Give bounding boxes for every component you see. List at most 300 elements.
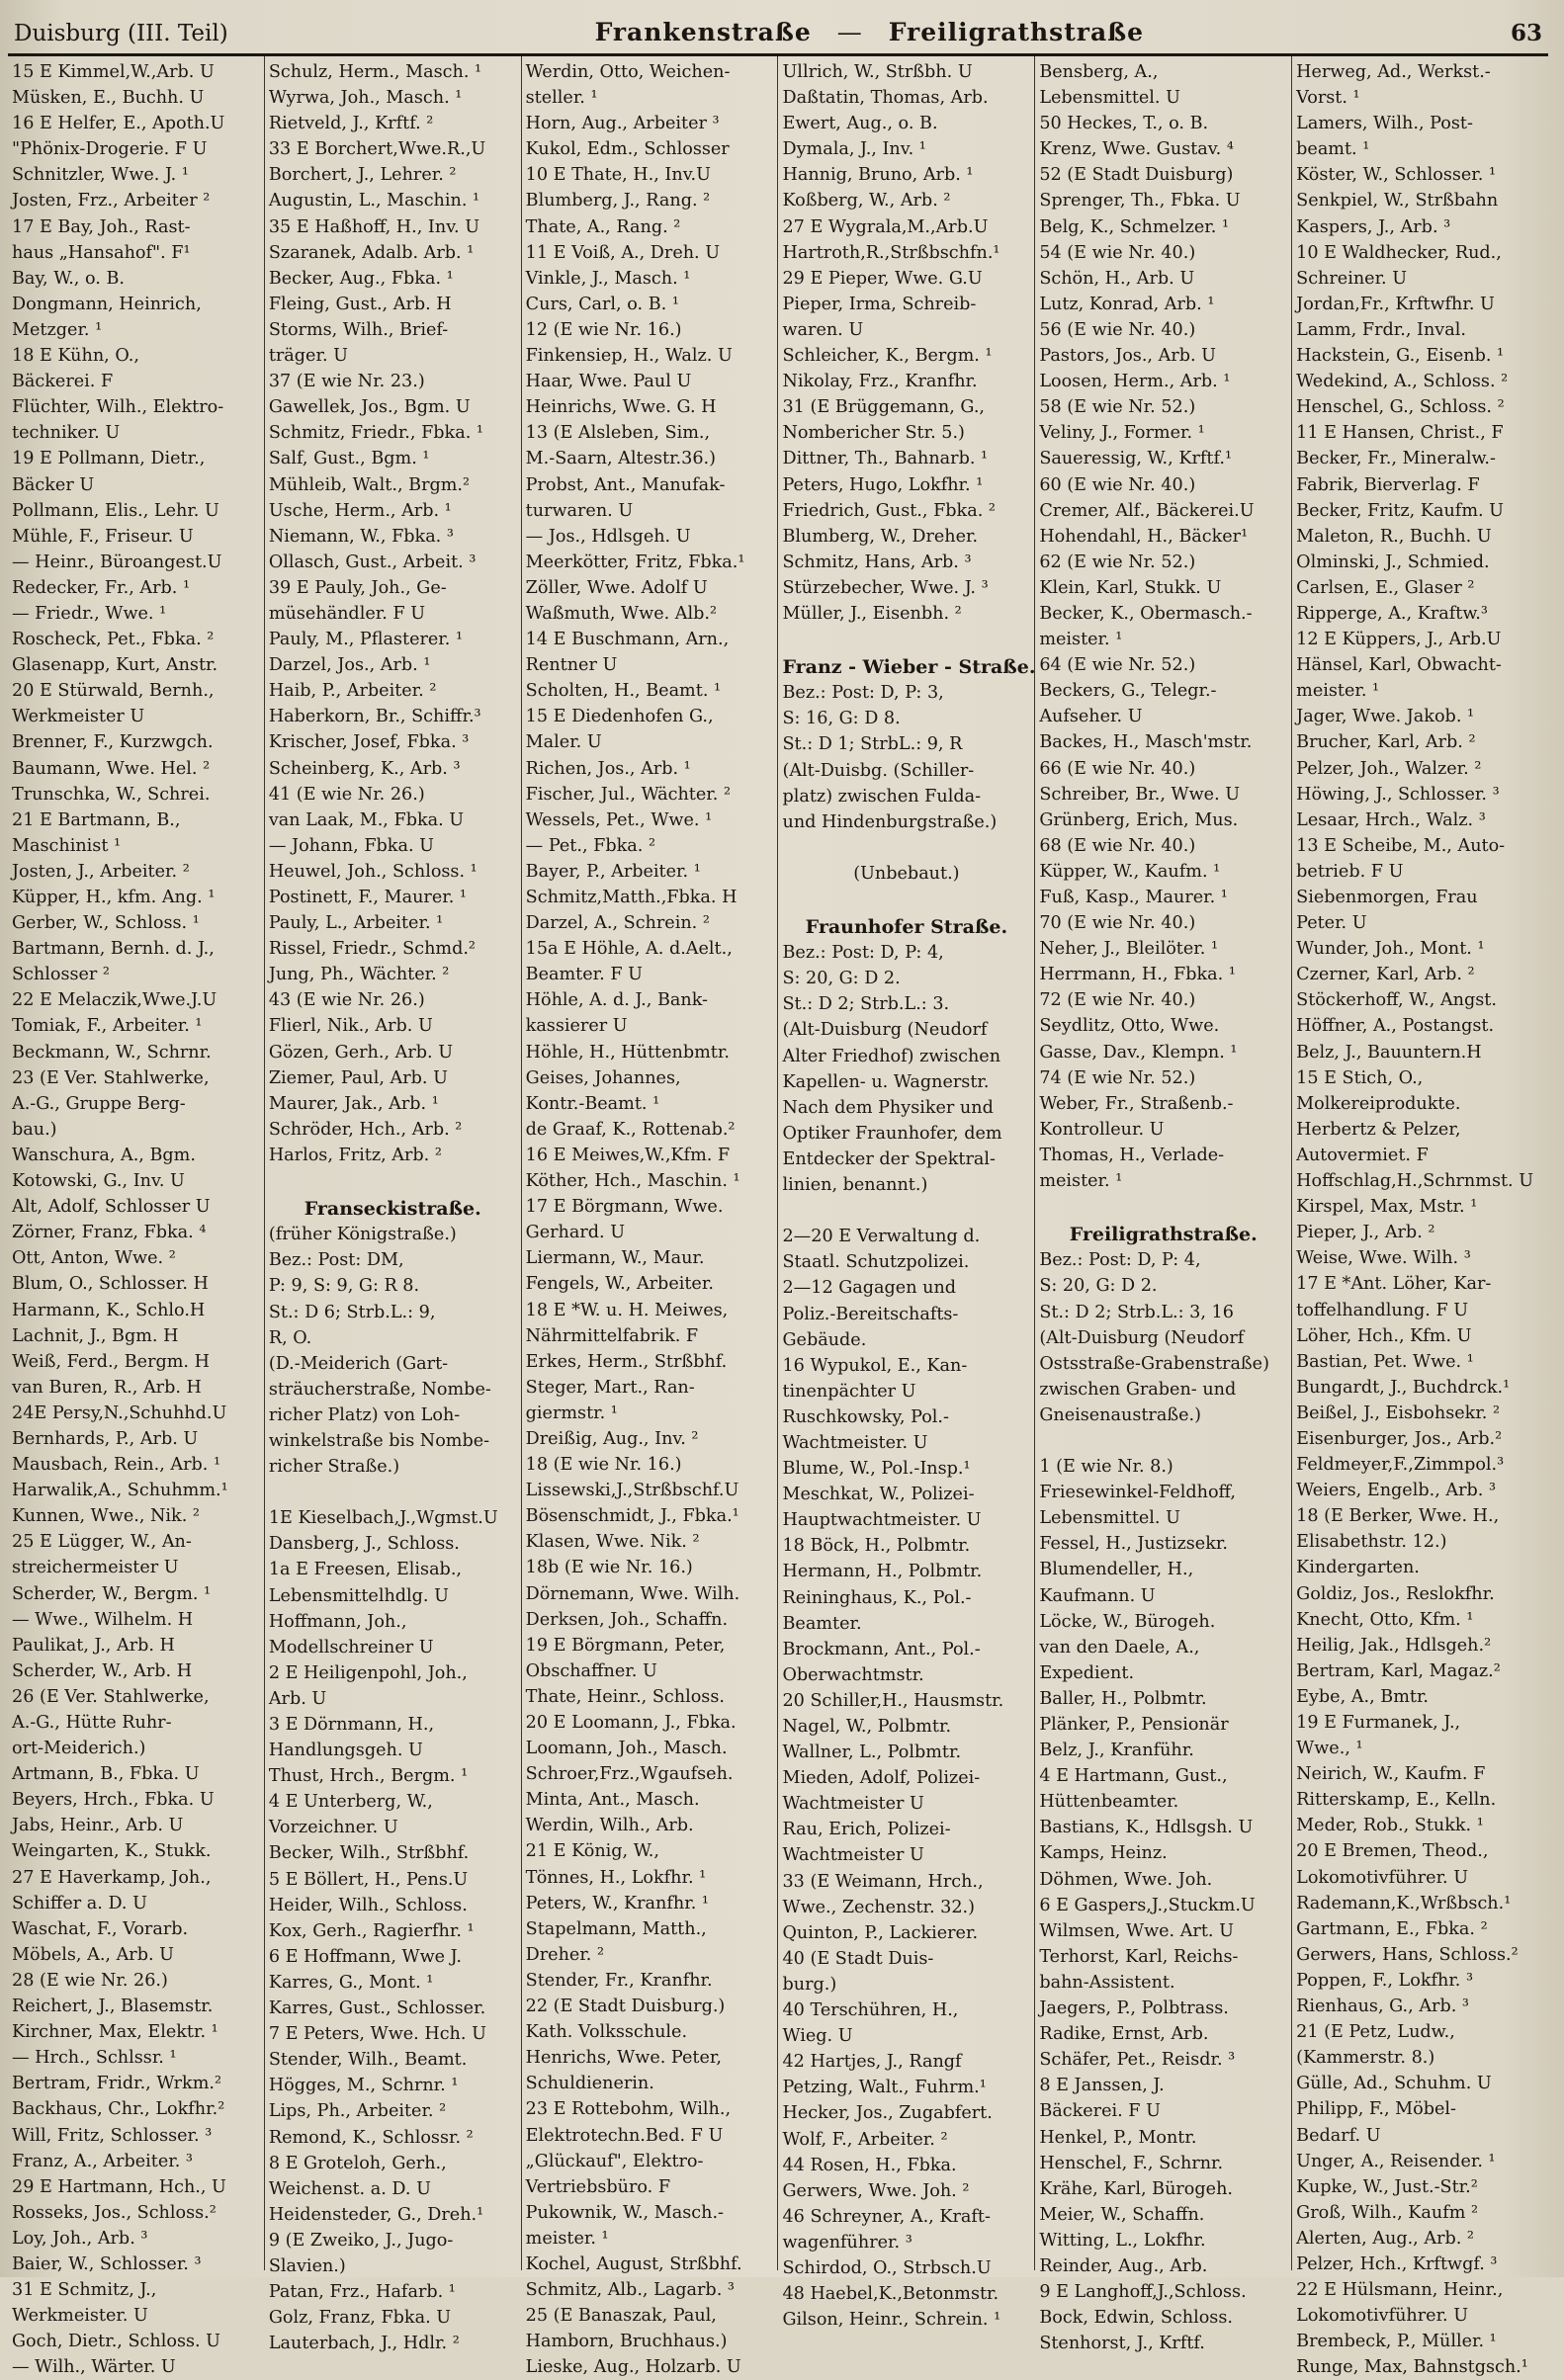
directory-line: Schuldienerin. <box>525 2074 654 2094</box>
directory-line: träger. U <box>268 346 348 367</box>
directory-line: Lamm, Frdr., Inval. <box>1296 319 1466 340</box>
directory-line: Weise, Wwe. Wilh. ³ <box>1296 1248 1471 1269</box>
directory-line: Pukownik, W., Masch.- <box>525 2202 724 2223</box>
directory-line: Belg, K., Schmelzer. ¹ <box>1039 216 1230 237</box>
directory-line: 46 Schreyner, A., Kraft- <box>782 2206 991 2227</box>
directory-line: Friedrich, Gust., Fbka. ² <box>782 500 996 521</box>
directory-line: giermstr. ¹ <box>525 1402 618 1423</box>
directory-line: 56 (E wie Nr. 40.) <box>1039 319 1196 340</box>
directory-line: 5 E Böllert, H., Pens.U <box>268 1869 469 1890</box>
directory-line: wagenführer. ³ <box>782 2232 912 2252</box>
directory-line: Paulikat, J., Arb. H <box>12 1635 175 1656</box>
directory-line: Werdin, Wilh., Arb. <box>525 1816 694 1836</box>
directory-line: Dansberg, J., Schloss. <box>268 1534 460 1555</box>
directory-line: Hamborn, Bruchhaus.) <box>525 2332 728 2352</box>
directory-line: Bez.: Post: D, P: 4, <box>782 943 944 964</box>
directory-line: Krähe, Karl, Bürogeh. <box>1039 2178 1234 2199</box>
directory-line: 23 (E Ver. Stahlwerke, <box>12 1067 210 1088</box>
directory-line: 21 E Bartmann, B., <box>12 809 181 830</box>
directory-line: Weber, Fr., Straßenb.- <box>1039 1093 1234 1114</box>
directory-line: Kaspers, J., Arb. ³ <box>1296 216 1451 237</box>
directory-line: Bertram, Karl, Magaz.² <box>1296 1660 1501 1681</box>
directory-line: Kukol, Edm., Schlosser <box>525 139 730 160</box>
directory-line: Dymala, J., Inv. ¹ <box>782 139 926 160</box>
directory-line: Staatl. Schutzpolizei. <box>782 1252 970 1273</box>
directory-line: Daßtatin, Thomas, Arb. <box>782 88 989 109</box>
directory-line: Steger, Mart., Ran- <box>525 1377 695 1398</box>
directory-line: Becker, Fr., Mineralw.- <box>1296 449 1496 469</box>
directory-line: Czerner, Karl, Arb. ² <box>1296 965 1475 985</box>
directory-line: S: 20, G: D 2. <box>1039 1276 1158 1297</box>
directory-line: Gebäude. <box>782 1329 867 1350</box>
directory-line: betrieb. F U <box>1296 861 1404 882</box>
directory-line: Gerber, W., Schloss. ¹ <box>12 913 200 934</box>
directory-line: Köster, W., Schlosser. ¹ <box>1296 165 1497 186</box>
directory-line: — Pet., Fbka. ² <box>525 835 656 856</box>
directory-line: — Johann, Fbka. U <box>268 835 434 856</box>
directory-line: Tomiak, F., Arbeiter. ¹ <box>12 1016 203 1037</box>
directory-line: Plänker, P., Pensionär <box>1039 1715 1229 1735</box>
directory-line: Quinton, P., Lackierer. <box>782 1922 979 1943</box>
directory-line: Thate, A., Rang. ² <box>525 216 681 237</box>
directory-line: Scholten, H., Beamt. ¹ <box>525 681 722 702</box>
directory-line: streichermeister U <box>12 1558 179 1578</box>
directory-line: Reinder, Aug., Arb. <box>1039 2255 1208 2276</box>
directory-line: 20 Schiller,H., Hausmstr. <box>782 1690 1004 1711</box>
directory-line: Bedarf. U <box>1296 2125 1381 2146</box>
directory-line: 25 (E Banaszak, Paul, <box>525 2306 717 2327</box>
directory-line: Fuß, Kasp., Maurer. ¹ <box>1039 888 1228 907</box>
directory-line: Pastors, Jos., Arb. U <box>1039 346 1217 367</box>
directory-line: Lutz, Konrad, Arb. ¹ <box>1039 294 1215 314</box>
directory-line: toffelhandlung. F U <box>1296 1300 1469 1320</box>
directory-line: (D.-Meiderich (Gart- <box>268 1353 449 1374</box>
directory-line: M.-Saarn, Altestr.36.) <box>525 449 716 469</box>
directory-line: Zörner, Franz, Fbka. ⁴ <box>12 1223 207 1243</box>
directory-line: Brenner, F., Kurzwgch. <box>12 732 214 753</box>
directory-line: 15 E Stich, O., <box>1296 1067 1424 1088</box>
directory-line: — Jos., Hdlsgeh. U <box>525 526 691 547</box>
directory-line: 58 (E wie Nr. 52.) <box>1039 397 1196 418</box>
directory-line: 20 E Stürwald, Bernh., <box>12 681 215 702</box>
page-number: 63 <box>1510 20 1542 46</box>
directory-line: 2—20 E Verwaltung d. <box>782 1227 981 1247</box>
directory-line: 21 E König, W., <box>525 1841 659 1862</box>
directory-line: Ruschkowsky, Pol.- <box>782 1406 949 1427</box>
directory-line: Derksen, Joh., Schaffn. <box>525 1609 729 1630</box>
directory-line: Wachtmeister U <box>782 1794 924 1815</box>
directory-line: Goldiz, Jos., Reslokfhr. <box>1296 1583 1495 1604</box>
directory-line: Waßmuth, Wwe. Alb.² <box>525 603 718 624</box>
directory-line: techniker. U <box>12 423 121 444</box>
directory-line: Nagel, W., Polbmtr. <box>782 1717 952 1737</box>
directory-line: Roscheck, Pet., Fbka. ² <box>12 630 215 650</box>
directory-line: Optiker Fraunhofer, dem <box>782 1123 1002 1144</box>
directory-line: Erkes, Herm., Strßbhf. <box>525 1351 728 1372</box>
directory-line: Beckers, G., Telegr.- <box>1039 681 1217 702</box>
directory-line: richer Straße.) <box>268 1457 400 1478</box>
directory-line: 29 E Pieper, Wwe. G.U <box>782 268 983 289</box>
directory-line: Franz, A., Arbeiter. ³ <box>12 2151 193 2171</box>
directory-line: 60 (E wie Nr. 40.) <box>1039 474 1196 495</box>
directory-line: Pauly, L., Arbeiter. ¹ <box>268 913 444 934</box>
directory-line: Küpper, H., kfm. Ang. ¹ <box>12 888 216 907</box>
directory-line: Meschkat, W., Polizei- <box>782 1485 975 1505</box>
directory-line: Bay, W., o. B. <box>12 268 125 289</box>
directory-line: Metzger. ¹ <box>12 319 103 340</box>
directory-line: 18 Böck, H., Polbmtr. <box>782 1536 971 1557</box>
directory-line: Höhle, H., Hüttenbmtr. <box>525 1042 730 1062</box>
directory-line: Hecker, Jos., Zugabfert. <box>782 2103 993 2124</box>
directory-line: (Alt-Duisburg (Neudorf <box>1039 1327 1245 1348</box>
directory-line: Alter Friedhof) zwischen <box>782 1046 1001 1066</box>
directory-line: Oberwachtmstr. <box>782 1664 924 1685</box>
directory-line: Kotowski, G., Inv. U <box>12 1171 185 1192</box>
directory-line: Thomas, H., Verlade- <box>1039 1145 1225 1165</box>
directory-line: Friesewinkel-Feldhoff, <box>1039 1483 1237 1503</box>
directory-line: meister. ¹ <box>1296 681 1380 702</box>
directory-line: 20 E Loomann, J., Fbka. <box>525 1713 737 1733</box>
directory-line: Scherder, W., Bergm. ¹ <box>12 1583 212 1604</box>
directory-line: winkelstraße bis Nombe- <box>268 1430 490 1451</box>
directory-line: Kaufmann. U <box>1039 1585 1156 1606</box>
directory-line: Nombericher Str. 5.) <box>782 423 965 444</box>
directory-line: Herbertz & Pelzer, <box>1296 1119 1461 1140</box>
directory-line: Ziemer, Paul, Arb. U <box>268 1067 448 1088</box>
directory-line: Poliz.-Bereitschafts- <box>782 1304 959 1324</box>
directory-line: Liermann, W., Maur. <box>525 1248 705 1269</box>
directory-line: Hänsel, Karl, Obwacht- <box>1296 655 1502 676</box>
directory-line: van Laak, M., Fbka. U <box>268 809 465 830</box>
directory-line: Lokomotivführer. U <box>1296 2306 1469 2327</box>
directory-line: Werkmeister U <box>12 707 145 727</box>
directory-line: Krischer, Josef, Fbka. ³ <box>268 732 470 753</box>
directory-line: Entdecker der Spektral- <box>782 1148 996 1169</box>
directory-line: 15 E Kimmel,W.,Arb. U <box>12 62 215 82</box>
directory-line: 41 (E wie Nr. 26.) <box>268 784 425 805</box>
directory-line: St.: D 6; Strb.L.: 9, <box>268 1302 436 1322</box>
directory-line: Brockmann, Ant., Pol.- <box>782 1639 981 1659</box>
directory-line: Sprenger, Th., Fbka. U <box>1039 191 1241 212</box>
directory-line: Dörnemann, Wwe. Wilh. <box>525 1583 740 1604</box>
directory-line: bau.) <box>12 1119 57 1140</box>
directory-line: 10 E Waldhecker, Rud., <box>1296 242 1502 263</box>
directory-line: Löher, Hch., Kfm. U <box>1296 1325 1472 1346</box>
directory-line: kassierer U <box>525 1016 628 1037</box>
directory-line: Cremer, Alf., Bäckerei.U <box>1039 500 1255 521</box>
directory-line: 18 (E Berker, Wwe. H., <box>1296 1506 1500 1527</box>
directory-line: 15 E Diedenhofen G., <box>525 707 714 727</box>
directory-line: Molkereiprodukte. <box>1296 1093 1461 1114</box>
directory-line: Werkmeister. U <box>12 2306 148 2327</box>
directory-line: Kupke, W., Just.-Str.² <box>1296 2176 1478 2197</box>
directory-line: Vertriebsbüro. F <box>525 2176 671 2197</box>
directory-line: 48 Haebel,K.,Betonmstr. <box>782 2284 999 2305</box>
directory-line: Schlosser ² <box>12 965 110 985</box>
directory-line: Belz, J., Bauuntern.H <box>1296 1042 1482 1062</box>
directory-line: St.: D 1; StrbL.: 9, R <box>782 734 963 755</box>
directory-line: Bastians, K., Hdlsgsh. U <box>1039 1818 1254 1838</box>
directory-line: Szaranek, Adalb. Arb. ¹ <box>268 242 475 263</box>
directory-line: 43 (E wie Nr. 26.) <box>268 990 425 1011</box>
directory-line: Blumberg, W., Dreher. <box>782 526 979 547</box>
directory-line: Neher, J., Bleilöter. ¹ <box>1039 939 1218 960</box>
blank-line <box>269 1168 517 1194</box>
directory-line: Vinkle, J., Masch. ¹ <box>525 268 691 289</box>
street-heading: Franseckistraße. <box>304 1198 481 1221</box>
blank-line <box>782 1198 1030 1224</box>
directory-line: Harlos, Fritz, Arb. ² <box>268 1145 442 1165</box>
street-note: (Unbebaut.) <box>853 863 960 884</box>
directory-line: Storms, Wilh., Brief- <box>268 319 449 340</box>
directory-line: Minta, Ant., Masch. <box>525 1790 700 1811</box>
directory-line: Eybe, A., Bmtr. <box>1296 1686 1430 1707</box>
directory-line: Philipp, F., Möbel- <box>1296 2099 1456 2120</box>
directory-line: Alt, Adolf, Schlosser U <box>12 1197 211 1218</box>
directory-line: Wessels, Pet., Wwe. ¹ <box>525 809 713 830</box>
directory-line: 70 (E wie Nr. 40.) <box>1039 913 1196 934</box>
column-4 <box>778 56 1036 2331</box>
directory-line: 50 Heckes, T., o. B. <box>1039 114 1209 134</box>
directory-line: Schiffer a. D. U <box>12 1893 147 1913</box>
directory-line: — Heinr., Büroangest.U <box>12 552 222 572</box>
directory-line: Hackstein, G., Eisenb. ¹ <box>1296 346 1505 367</box>
directory-line: Peters, W., Kranfhr. ¹ <box>525 1893 709 1913</box>
directory-line: Mieden, Adolf, Polizei- <box>782 1768 981 1789</box>
directory-line: 12 (E wie Nr. 16.) <box>525 319 682 340</box>
directory-line: Vorzeichner. U <box>268 1818 398 1838</box>
directory-line: Henschel, F., Schrnr. <box>1039 2153 1224 2173</box>
directory-line: (Alt-Duisbg. (Schiller- <box>782 760 975 781</box>
directory-line: Fengels, W., Arbeiter. <box>525 1274 714 1295</box>
directory-line: Hoffschlag,H.,Schrnmst. U <box>1296 1171 1534 1192</box>
directory-line: bahn-Assistent. <box>1039 1972 1175 1993</box>
directory-line: Richen, Jos., Arb. ¹ <box>525 758 691 779</box>
directory-line: „Glückauf", Elektro- <box>525 2151 704 2171</box>
directory-line: Hannig, Bruno, Arb. ¹ <box>782 165 974 186</box>
directory-line: Lissewski,J.,Strßbschf.U <box>525 1481 739 1501</box>
directory-line: Loomann, Joh., Masch. <box>525 1739 728 1759</box>
directory-line: Darzel, Jos., Arb. ¹ <box>268 655 431 676</box>
directory-line: Reichert, J., Blasemstr. <box>12 1997 214 2017</box>
directory-line: — Wilh., Wärter. U <box>12 2357 176 2378</box>
directory-line: Höwing, J., Schlosser. ³ <box>1296 784 1500 805</box>
directory-line: 19 E Furmanek, J., <box>1296 1713 1461 1733</box>
page-header <box>8 18 1548 56</box>
directory-line: Kox, Gerh., Ragierfhr. ¹ <box>268 1920 475 1941</box>
directory-line: Döhmen, Wwe. Joh. <box>1039 1869 1213 1890</box>
directory-line: Goch, Dietr., Schloss. U <box>12 2332 221 2352</box>
directory-line: platz) zwischen Fulda- <box>782 786 982 807</box>
directory-line: Köther, Hch., Maschin. ¹ <box>525 1171 740 1192</box>
directory-line: — Friedr., Wwe. ¹ <box>12 603 167 624</box>
directory-line: Högges, M., Schrnr. ¹ <box>268 2076 459 2096</box>
directory-line: Wilmsen, Wwe. Art. U <box>1039 1920 1234 1941</box>
directory-line: Henschel, G., Schloss. ² <box>1296 397 1505 418</box>
header-street-range <box>595 18 1145 46</box>
directory-line: 6 E Hoffmann, Wwe J. <box>268 1946 462 1967</box>
directory-line: 22 E Hülsmann, Heinr., <box>1296 2280 1504 2301</box>
column-6 <box>1292 56 1548 2378</box>
directory-line: Herweg, Ad., Werkst.- <box>1296 62 1491 82</box>
directory-line: Maurer, Jak., Arb. ¹ <box>268 1093 439 1114</box>
directory-line: Schmitz, Alb., Lagarb. ³ <box>525 2280 735 2301</box>
directory-line: 18 E *W. u. H. Meiwes, <box>525 1300 729 1320</box>
directory-line: Lebensmittel. U <box>1039 88 1180 109</box>
directory-line: Meier, W., Schaffn. <box>1039 2204 1205 2225</box>
directory-line: Belz, J., Kranführ. <box>1039 1741 1194 1761</box>
directory-line: Wunder, Joh., Mont. ¹ <box>1296 939 1485 960</box>
directory-line: Bastian, Pet. Wwe. ¹ <box>1296 1351 1474 1372</box>
directory-line: Baumann, Wwe. Hel. ² <box>12 758 211 779</box>
directory-line: 6 E Gaspers,J.,Stuckm.U <box>1039 1895 1256 1915</box>
directory-line: Herrmann, H., Fbka. ¹ <box>1039 965 1236 985</box>
directory-line: Brucher, Karl, Arb. ² <box>1296 732 1476 753</box>
directory-line: Fleing, Gust., Arb. H <box>268 294 452 314</box>
directory-line: Artmann, B., Fbka. U <box>12 1764 200 1785</box>
directory-line: Kontr.-Beamt. ¹ <box>525 1093 660 1114</box>
directory-line: Salf, Gust., Bgm. ¹ <box>268 449 430 469</box>
directory-line: Heidensteder, G., Dreh.¹ <box>268 2204 484 2225</box>
directory-line: 19 E Pollmann, Dietr., <box>12 449 206 469</box>
directory-line: Bäckerei. F U <box>1039 2101 1161 2122</box>
directory-line: Wallner, L., Polbmtr. <box>782 1742 962 1763</box>
directory-line: — Wwe., Wilhelm. H <box>12 1609 194 1630</box>
directory-line: Heinrichs, Wwe. G. H <box>525 397 717 418</box>
column-3 <box>522 56 779 2378</box>
directory-line: Möbels, A., Arb. U <box>12 1944 174 1965</box>
directory-line: Heuwel, Joh., Schloss. ¹ <box>268 861 478 882</box>
directory-line: S: 16, G: D 8. <box>782 709 901 729</box>
directory-line: Höffner, A., Postangst. <box>1296 1016 1495 1037</box>
directory-line: Bernhards, P., Arb. U <box>12 1428 199 1449</box>
directory-line: Nikolay, Frz., Kranfhr. <box>782 372 978 392</box>
directory-line: sträucherstraße, Nombe- <box>268 1379 491 1400</box>
directory-line: Grünberg, Erich, Mus. <box>1039 809 1239 830</box>
directory-line: Blume, W., Pol.-Insp.¹ <box>782 1459 971 1480</box>
directory-line: Schäfer, Pet., Reisdr. ³ <box>1039 2050 1236 2071</box>
directory-line: 28 (E wie Nr. 26.) <box>12 1970 168 1991</box>
directory-line: Schleicher, K., Bergm. ¹ <box>782 346 993 367</box>
directory-line: Probst, Ant., Manufak- <box>525 474 726 495</box>
directory-line: Weiers, Engelb., Arb. ³ <box>1296 1481 1496 1501</box>
directory-line: Dreher. ² <box>525 1944 605 1965</box>
directory-line: St.: D 2; Strb.L.: 3. <box>782 994 950 1015</box>
directory-line: Schreiner. U <box>1296 268 1408 289</box>
directory-line: 40 Terschühren, H., <box>782 2000 959 2021</box>
directory-line: Kochel, August, Strßbhf. <box>525 2253 742 2274</box>
street-heading: Fraunhofer Straße. <box>805 916 1008 939</box>
directory-line: 33 E Borchert,Wwe.R.,U <box>268 139 486 160</box>
directory-line: Henkel, P., Montr. <box>1039 2127 1197 2148</box>
directory-line: 54 (E wie Nr. 40.) <box>1039 242 1196 263</box>
directory-line: Lokomotivführer. U <box>1296 1867 1469 1888</box>
directory-line: richer Platz) von Loh- <box>268 1404 461 1425</box>
directory-line: Bock, Edwin, Schloss. <box>1039 2308 1233 2329</box>
directory-line: 18b (E wie Nr. 16.) <box>525 1558 693 1578</box>
directory-line: 52 (E Stadt Duisburg) <box>1039 165 1234 186</box>
directory-line: Bez.: Post: D, P: 4, <box>1039 1250 1201 1271</box>
directory-line: Blumendeller, H., <box>1039 1560 1194 1580</box>
directory-line: Loosen, Herm., Arb. ¹ <box>1039 372 1231 392</box>
directory-line: Siebenmorgen, Frau <box>1296 888 1478 907</box>
directory-line: Schmitz, Hans, Arb. ³ <box>782 552 972 572</box>
directory-line: Wolf, F., Arbeiter. ² <box>782 2129 948 2150</box>
directory-line: A.-G., Gruppe Berg- <box>12 1093 186 1114</box>
directory-line: Schmitz, Friedr., Fbka. ¹ <box>268 423 483 444</box>
directory-line: Schnitzler, Wwe. J. ¹ <box>12 165 189 186</box>
directory-line: 15a E Höhle, A. d.Aelt., <box>525 939 733 960</box>
directory-line: Fabrik, Bierverlag. F <box>1296 474 1480 495</box>
directory-line: Eisenburger, Jos., Arb.² <box>1296 1428 1503 1449</box>
directory-line: Mühleib, Walt., Brgm.² <box>268 474 471 495</box>
directory-line: Krenz, Wwe. Gustav. ⁴ <box>1039 139 1234 160</box>
directory-line: Jabs, Heinr., Arb. U <box>12 1816 184 1836</box>
directory-line: Wachtmeister. U <box>782 1432 928 1453</box>
directory-line: Stürzebecher, Wwe. J. ³ <box>782 577 989 598</box>
directory-line: Bensberg, A., <box>1039 62 1159 82</box>
directory-line: Seydlitz, Otto, Wwe. <box>1039 1016 1220 1037</box>
directory-line: Unger, A., Reisender. ¹ <box>1296 2151 1496 2171</box>
directory-line: Bungardt, J., Buchdrck.¹ <box>1296 1377 1511 1398</box>
directory-line: 17 E *Ant. Löher, Kar- <box>1296 1274 1492 1295</box>
directory-line: P: 9, S: 9, G: R 8. <box>268 1276 420 1297</box>
directory-line: 11 E Hansen, Christ., F <box>1296 423 1504 444</box>
directory-line: Gawellek, Jos., Bgm. U <box>268 397 471 418</box>
directory-line: Dongmann, Heinrich, <box>12 294 202 314</box>
directory-line: 17 E Börgmann, Wwe. <box>525 1197 724 1218</box>
directory-line: Obschaffner. U <box>525 1660 657 1681</box>
directory-line: Patan, Frz., Hafarb. ¹ <box>268 2282 456 2303</box>
directory-line: 29 E Hartmann, Hch., U <box>12 2176 226 2197</box>
directory-line: Hartroth,R.,Strßbschfn.¹ <box>782 242 1000 263</box>
directory-line: Haar, Wwe. Paul U <box>525 372 692 392</box>
directory-line: Werdin, Otto, Weichen- <box>525 62 731 82</box>
directory-line: Ollasch, Gust., Arbeit. ³ <box>268 552 477 572</box>
directory-line: Pauly, M., Pflasterer. ¹ <box>268 630 464 650</box>
directory-line: Peters, Hugo, Lokfhr. ¹ <box>782 474 984 495</box>
directory-line: 7 E Peters, Wwe. Hch. U <box>268 2024 486 2045</box>
street-heading: Franz - Wieber - Straße. <box>782 656 1036 679</box>
directory-line: Haib, P., Arbeiter. ² <box>268 681 437 702</box>
directory-line: Hermann, H., Polbmtr. <box>782 1562 983 1582</box>
directory-line: Beißel, J., Eisbohsekr. ² <box>1296 1402 1501 1423</box>
directory-line: 11 E Voiß, A., Dreh. U <box>525 242 721 263</box>
directory-line: Beamter. F U <box>525 965 643 985</box>
directory-line: Jordan,Fr., Krftwfhr. U <box>1296 294 1495 314</box>
directory-line: Tönnes, H., Lokfhr. ¹ <box>525 1867 707 1888</box>
directory-line: 19 E Börgmann, Peter, <box>525 1635 726 1656</box>
directory-line: 66 (E wie Nr. 40.) <box>1039 758 1196 779</box>
directory-line: Neirich, W., Kaufm. F <box>1296 1764 1486 1785</box>
directory-line: Gneisenaustraße.) <box>1039 1404 1201 1425</box>
directory-line: Kirspel, Max, Mstr. ¹ <box>1296 1197 1478 1218</box>
directory-line: Beamter. <box>782 1613 862 1634</box>
directory-line: S: 20, G: D 2. <box>782 969 901 989</box>
header-separator: — <box>836 18 863 46</box>
directory-line: Glasenapp, Kurt, Anstr. <box>12 655 218 676</box>
directory-line: Stender, Wilh., Beamt. <box>268 2050 468 2071</box>
directory-columns <box>8 56 1548 2378</box>
directory-line: Elektrotechn.Bed. F U <box>525 2125 724 2146</box>
directory-line: St.: D 2; Strb.L.: 3, 16 <box>1039 1302 1234 1322</box>
blank-line <box>782 627 1030 652</box>
directory-line: Saueressig, W., Krftf.¹ <box>1039 449 1233 469</box>
directory-line: Weingarten, K., Stukk. <box>12 1841 212 1862</box>
directory-line: Rau, Erich, Polizei- <box>782 1820 951 1840</box>
directory-line: 2 E Heiligenpohl, Joh., <box>268 1662 468 1683</box>
directory-line: Lebensmittel. U <box>1039 1508 1180 1529</box>
